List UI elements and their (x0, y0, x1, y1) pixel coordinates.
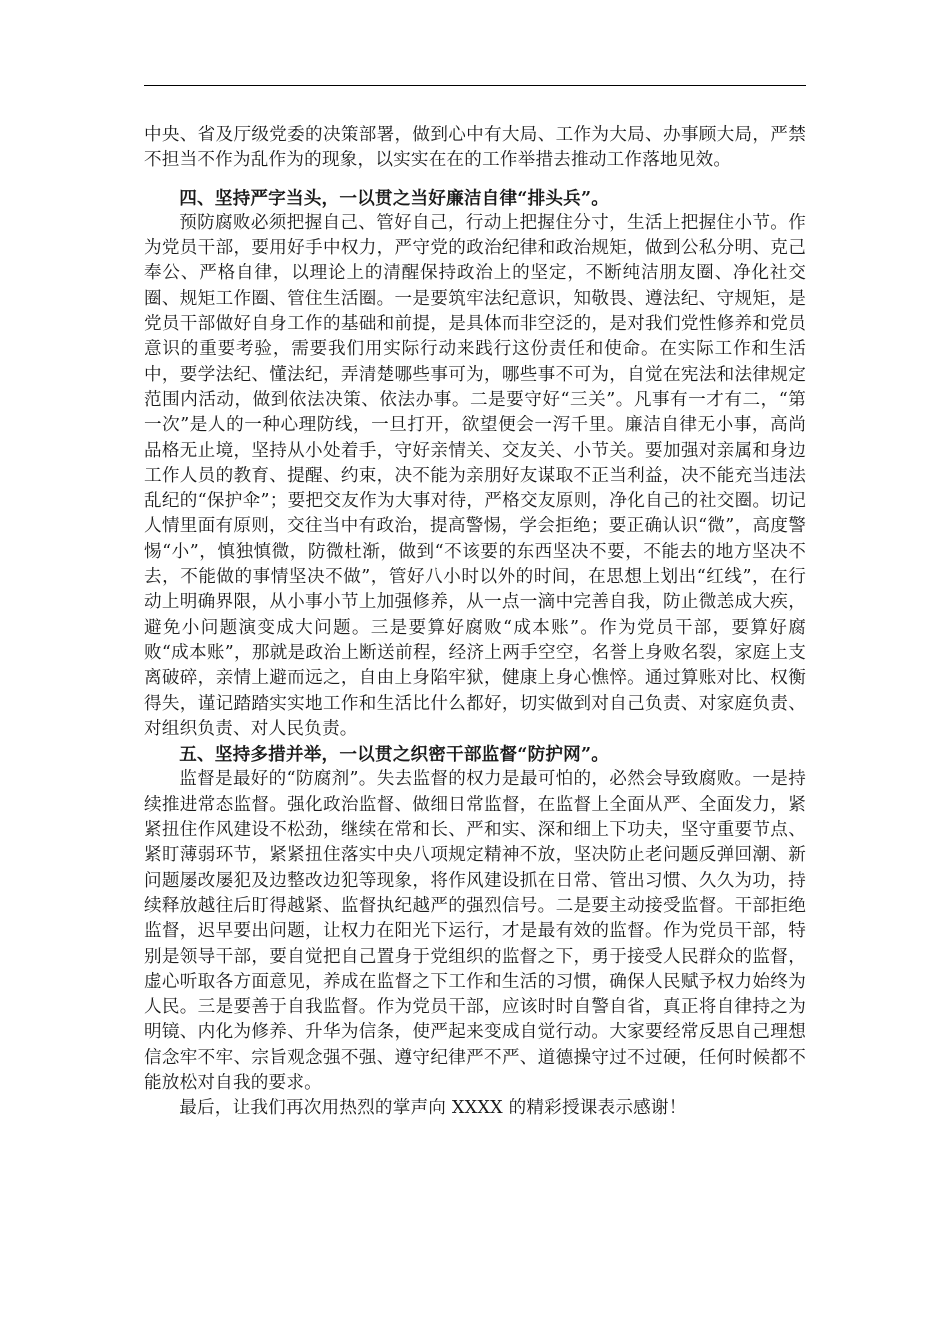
paragraph-closing: 最后，让我们再次用热烈的掌声向 XXXX 的精彩授课表示感谢！ (179, 1098, 687, 1119)
section-heading-4: 四、坚持严字当头，一以贯之当好廉洁自律“排头兵”。 (179, 187, 610, 209)
paragraph-section-5: 监督是最好的“防腐剂”。失去监督的权力是最可怕的，必然会导致腐败。一是持续推进常态监督。强化政治监督、做细日常监督，在监督上全面从严、全面发力，紧紧扭住作风建设不松劲，继续在常和长、严和实、深和细上下功夫，坚守重要节点、紧盯薄弱环节，紧紧扭住落实中央八项规定精神不放，坚决防止老问题反弹回潮、新问题屡改屡犯及边整改边犯等现象，将作风建设抓在日常、管出习惯、久久为功，持续释放越往后盯得越紧、监督执纪越严的强烈信号。二是要主动接受监督。干部拒绝监督，迟早要出问题，让权力在阳光下运行，才是最有效的监督。作为党员干部，特别是领导干部，要自觉把自己置身于党组织的监督之下，勇于接受人民群众的监督，虚心听取各方面意见，养成在监督之下工作和生活的习惯，确保人民赋予权力始终为人民。三是要善于自我监督。作为党员干部，应该时时自警自省，真正将自律持之为明镜、内化为修养、升华为信条，使严起来变成自觉行动。大家要经常反思自己理想信念牢不牢、宗旨观念强不强、遵守纪律严不严、道德操守过不过硬，任何时候都不能放松对自我的要求。 (144, 769, 806, 1093)
header-rule (144, 85, 806, 86)
section-heading-5: 五、坚持多措并举，一以贯之织密干部监督“防护网”。 (179, 744, 610, 766)
paragraph-continuation: 中央、省及厅级党委的决策部署，做到心中有大局、工作为大局、办事顾大局，严禁不担当不作为乱作为的现象，以实实在在的工作举措去推动工作落地见效。 (144, 125, 806, 171)
document-body (144, 123, 806, 1122)
paragraph-section-4: 预防腐败必须把握自己、管好自己，行动上把握住分寸，生活上把握住小节。作为党员干部，要用好手中权力，严守党的政治纪律和政治规矩，做到公私分明、克己奉公、严格自律，以理论上的清醒保持政治上的坚定，不断纯洁朋友圈、净化社交圈、规矩工作圈、管住生活圈。一是要筑牢法纪意识，知敬畏、遵法纪、守规矩，是党员干部做好自身工作的基础和前提，是具体而非空泛的，是对我们党性修养和党员意识的重要考验，需要我们用实际行动来践行这份责任和使命。在实际工作和生活中，要学法纪、懂法纪，弄清楚哪些事可为，哪些事不可为，自觉在宪法和法律规定范围内活动，做到依法决策、依法办事。二是要守好“三关”。凡事有一才有二，“第一次”是人的一种心理防线，一旦打开，欲望便会一泻千里。廉洁自律无小事，高尚品格无止境，坚持从小处着手，守好亲情关、交友关、小节关。要加强对亲属和身边工作人员的教育、提醒、约束，决不能为亲朋好友谋取不正当利益，决不能充当违法乱纪的“保护伞”；要把交友作为大事对待，严格交友原则，净化自己的社交圈。切记人情里面有原则，交往当中有政治，提高警惕，学会拒绝；要正确认识“微”，高度警惕“小”，慎独慎微，防微杜渐，做到“不该要的东西坚决不要，不能去的地方坚决不去，不能做的事情坚决不做”，管好八小时以外的时间，在思想上划出“红线”，在行动上明确界限，从小事小节上加强修养，从一点一滴中完善自我，防止微恙成大疾，避免小问题演变成大问题。三是要算好腐败“成本账”。作为党员干部，要算好腐败“成本账”，那就是政治上断送前程，经济上两手空空，名誉上身败名裂，家庭上支离破碎，亲情上避而远之，自由上身陷牢狱，健康上身心憔悴。通过算账对比、权衡得失，谨记踏踏实实地工作和生活比什么都好，切实做到对自己负责、对家庭负责、对组织负责、对人民负责。 (144, 212, 806, 739)
paragraph-spacer (144, 174, 806, 186)
